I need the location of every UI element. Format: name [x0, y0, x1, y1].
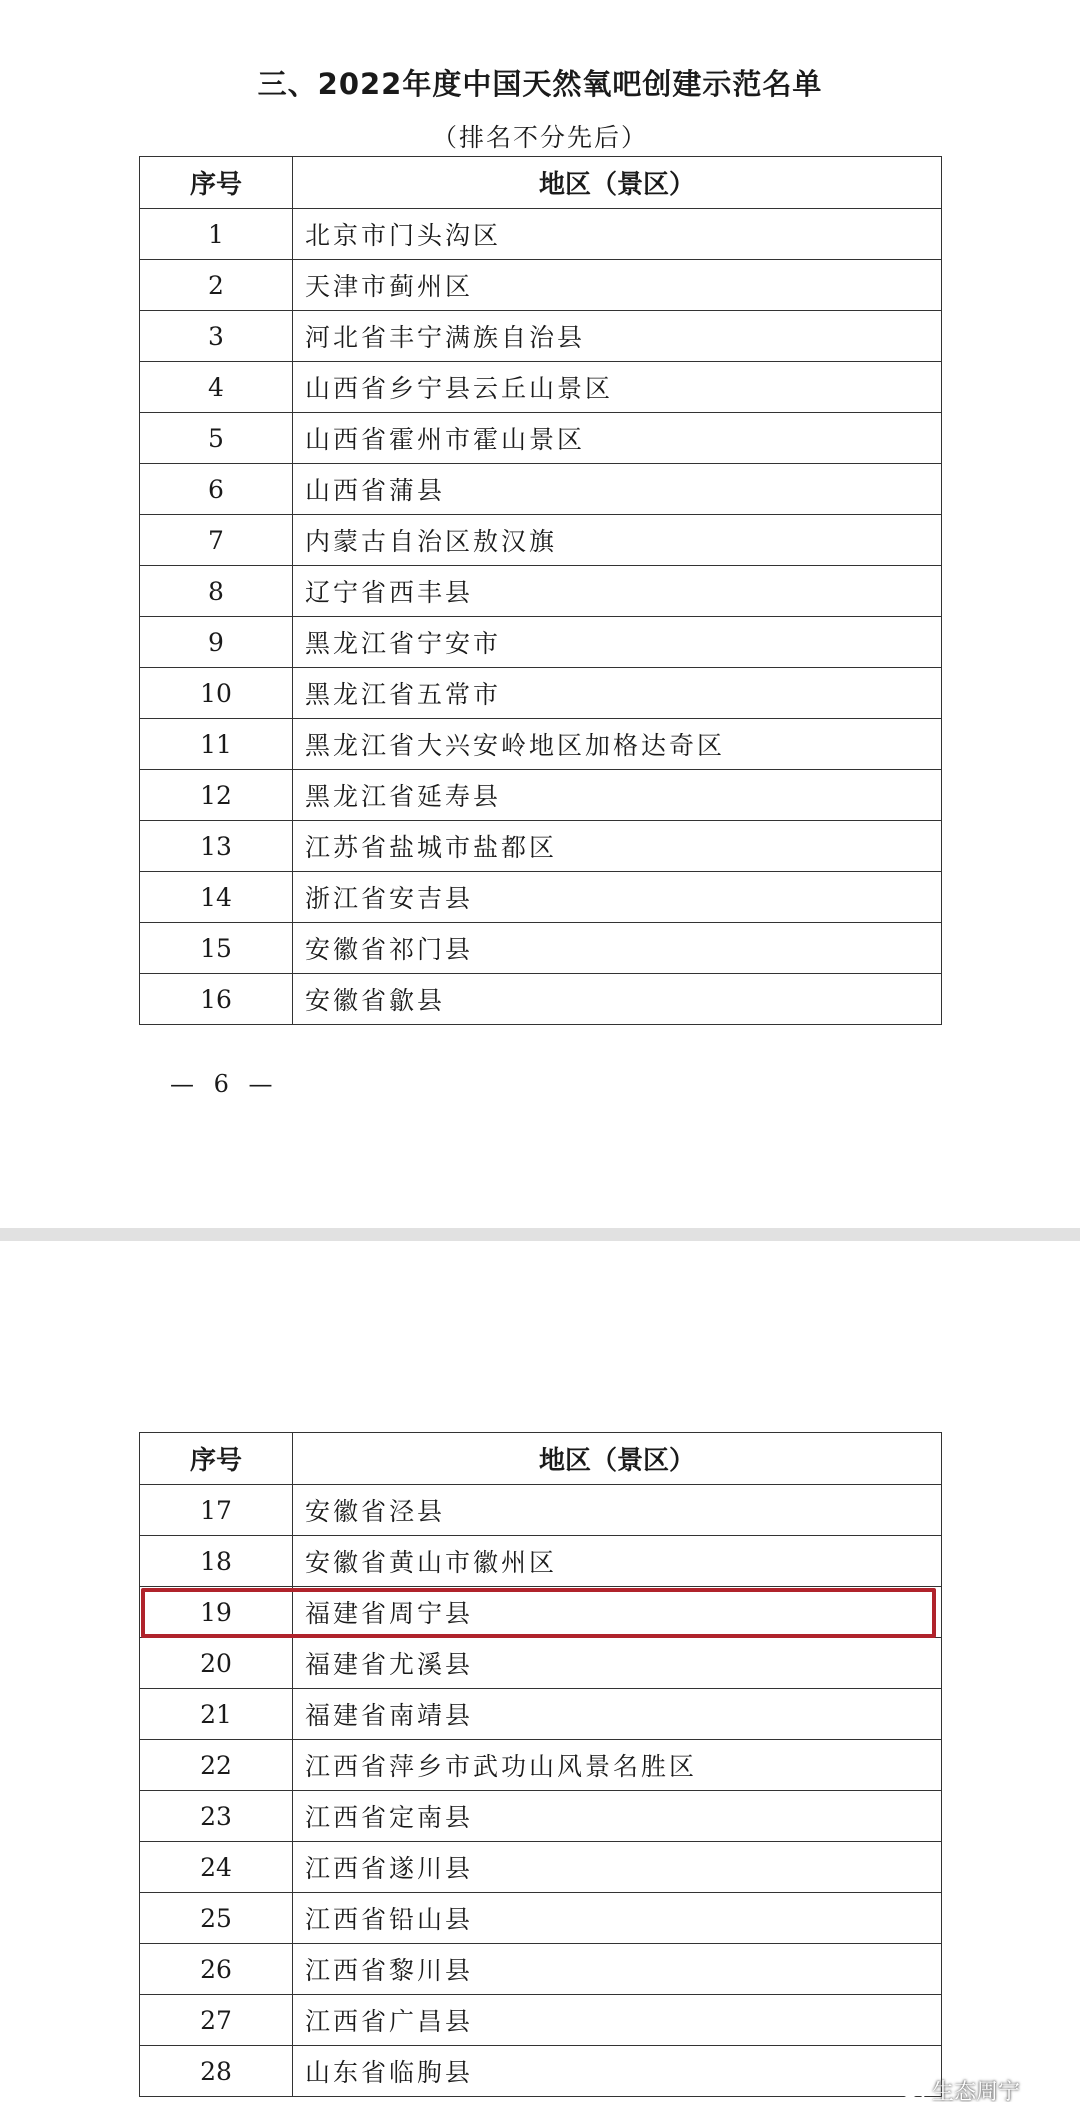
- table-header-row: [140, 157, 942, 209]
- row-number: 2: [140, 260, 293, 311]
- header-number: 序号: [140, 1433, 293, 1485]
- row-number: 4: [140, 362, 293, 413]
- row-region-name: 黑龙江省宁安市: [293, 617, 942, 668]
- row-number: 11: [140, 719, 293, 770]
- table-row: [140, 413, 942, 464]
- row-number: 6: [140, 464, 293, 515]
- table-row: [140, 1587, 942, 1638]
- row-number: 9: [140, 617, 293, 668]
- table-row: [140, 1740, 942, 1791]
- row-number: 17: [140, 1485, 293, 1536]
- table-row: [140, 1893, 942, 1944]
- row-number: 8: [140, 566, 293, 617]
- row-region-name: 山西省蒲县: [293, 464, 942, 515]
- table-row: [140, 668, 942, 719]
- header-region: 地区（景区）: [293, 1433, 942, 1485]
- row-region-name: 安徽省歙县: [293, 974, 942, 1025]
- row-number: 7: [140, 515, 293, 566]
- table-row: [140, 1638, 942, 1689]
- row-region-name: 北京市门头沟区: [293, 209, 942, 260]
- row-region-name: 山东省临朐县: [293, 2046, 942, 2097]
- row-number: 28: [140, 2046, 293, 2097]
- row-region-name: 黑龙江省五常市: [293, 668, 942, 719]
- document-title: 三、2022年度中国天然氧吧创建示范名单: [257, 67, 823, 101]
- row-number: 15: [140, 923, 293, 974]
- row-number: 16: [140, 974, 293, 1025]
- table-row: [140, 566, 942, 617]
- row-region-name: 江西省广昌县: [293, 1995, 942, 2046]
- header-region: 地区（景区）: [293, 157, 942, 209]
- table-row: [140, 617, 942, 668]
- table-header-row: [140, 1433, 942, 1485]
- row-number: 20: [140, 1638, 293, 1689]
- row-number: 12: [140, 770, 293, 821]
- row-region-name: 江西省萍乡市武功山风景名胜区: [293, 1740, 942, 1791]
- header-number: 序号: [140, 157, 293, 209]
- table-row: [140, 209, 942, 260]
- row-region-name: 福建省尤溪县: [293, 1638, 942, 1689]
- row-number: 22: [140, 1740, 293, 1791]
- row-number: 19: [140, 1587, 293, 1638]
- row-region-name: 安徽省泾县: [293, 1485, 942, 1536]
- table-row: [140, 1995, 942, 2046]
- row-number: 26: [140, 1944, 293, 1995]
- row-region-name: 江苏省盐城市盐都区: [293, 821, 942, 872]
- table-row: [140, 923, 942, 974]
- page-divider: [0, 1228, 1080, 1241]
- row-number: 13: [140, 821, 293, 872]
- row-number: 24: [140, 1842, 293, 1893]
- row-region-name: 河北省丰宁满族自治县: [293, 311, 942, 362]
- row-number: 25: [140, 1893, 293, 1944]
- wechat-icon: [900, 2080, 926, 2102]
- table-row: [140, 1842, 942, 1893]
- row-number: 3: [140, 311, 293, 362]
- row-region-name: 安徽省祁门县: [293, 923, 942, 974]
- row-region-name: 福建省南靖县: [293, 1689, 942, 1740]
- row-region-name: 天津市蓟州区: [293, 260, 942, 311]
- row-region-name: 黑龙江省大兴安岭地区加格达奇区: [293, 719, 942, 770]
- row-number: 21: [140, 1689, 293, 1740]
- row-region-name: 浙江省安吉县: [293, 872, 942, 923]
- table-row: [140, 872, 942, 923]
- watermark-text: 生态周宁: [932, 2080, 1021, 2102]
- table-row: [140, 1536, 942, 1587]
- row-region-name: 黑龙江省延寿县: [293, 770, 942, 821]
- page-number: — 6 —: [170, 1070, 279, 1098]
- row-number: 14: [140, 872, 293, 923]
- table-row: [140, 260, 942, 311]
- row-region-name: 内蒙古自治区敖汉旗: [293, 515, 942, 566]
- list-table-page-1: [139, 156, 942, 1025]
- row-region-name: 福建省周宁县: [293, 1587, 942, 1638]
- table-row: [140, 719, 942, 770]
- account-watermark: [900, 2075, 1020, 2102]
- row-region-name: 山西省霍州市霍山景区: [293, 413, 942, 464]
- row-number: 5: [140, 413, 293, 464]
- table-row: [140, 2046, 942, 2097]
- table-row: [140, 1689, 942, 1740]
- table-row: [140, 362, 942, 413]
- row-region-name: 山西省乡宁县云丘山景区: [293, 362, 942, 413]
- table-row: [140, 1485, 942, 1536]
- table-row: [140, 464, 942, 515]
- document-subtitle: （排名不分先后）: [431, 123, 648, 152]
- row-region-name: 安徽省黄山市徽州区: [293, 1536, 942, 1587]
- row-number: 23: [140, 1791, 293, 1842]
- table-row: [140, 311, 942, 362]
- table-row: [140, 1791, 942, 1842]
- row-number: 1: [140, 209, 293, 260]
- row-region-name: 江西省铅山县: [293, 1893, 942, 1944]
- table-row: [140, 1944, 942, 1995]
- table-row: [140, 821, 942, 872]
- table-row: [140, 974, 942, 1025]
- row-number: 27: [140, 1995, 293, 2046]
- row-number: 10: [140, 668, 293, 719]
- row-region-name: 辽宁省西丰县: [293, 566, 942, 617]
- row-number: 18: [140, 1536, 293, 1587]
- list-table-page-2: [139, 1432, 942, 2097]
- row-region-name: 江西省遂川县: [293, 1842, 942, 1893]
- row-region-name: 江西省定南县: [293, 1791, 942, 1842]
- table-row: [140, 770, 942, 821]
- table-row: [140, 515, 942, 566]
- row-region-name: 江西省黎川县: [293, 1944, 942, 1995]
